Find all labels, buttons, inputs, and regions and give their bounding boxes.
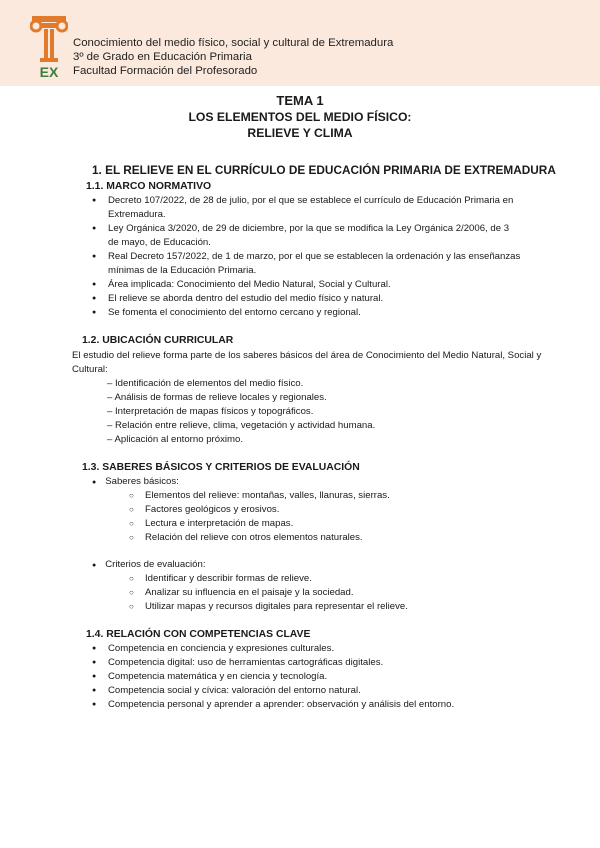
list-item: ○ Factores geológicos y erosivos. <box>129 503 390 517</box>
competencias-list <box>92 642 552 712</box>
list-item: ○ Utilizar mapas y recursos digitales para representar el relieve. <box>129 600 408 614</box>
header-faculty: Facultad Formación del Profesorado <box>73 65 258 77</box>
list-item: ● Competencia en conciencia y expresiones culturales. <box>92 642 552 656</box>
list-item: ○ Relación del relieve con otros elementos naturales. <box>129 531 390 545</box>
ubicacion-paragraph: El estudio del relieve forma parte de los saberes básicos del área de Conocimiento del Medio Natural, Social y Cultural: <box>72 350 542 375</box>
section-1-4-heading: 1.4. RELACIÓN CON COMPETENCIAS CLAVE <box>86 629 311 640</box>
list-item: ○ Elementos del relieve: montañas, valles, llanuras, sierras. <box>129 489 390 503</box>
list-item: ○ Identificar y describir formas de relieve. <box>129 572 408 586</box>
saberes-label: ● Saberes básicos: <box>92 475 179 490</box>
header-degree: 3º de Grado en Educación Primaria <box>73 51 252 63</box>
section-1-2-heading: 1.2. UBICACIÓN CURRICULAR <box>82 335 234 346</box>
title-line-1: TEMA 1 <box>276 93 324 108</box>
list-item: ● Competencia social y cívica: valoración del entorno natural. <box>92 684 552 698</box>
ubicacion-list <box>107 377 375 447</box>
saberes-list <box>129 489 390 545</box>
criterios-list <box>129 572 408 614</box>
list-item: ● Ley Orgánica 3/2020, de 29 de diciembre, por la que se modifica la Ley Orgánica 2/2006, de 3 de mayo, de Educación. <box>92 222 522 250</box>
list-item: ● Competencia personal y aprender a aprender: observación y análisis del entorno. <box>92 698 552 712</box>
list-item: ● Se fomenta el conocimiento del entorno cercano y regional. <box>92 306 522 320</box>
document-title <box>0 93 600 141</box>
section-1-3-heading: 1.3. SABERES BÁSICOS Y CRITERIOS DE EVALUACIÓN <box>82 462 360 473</box>
list-item: ● Competencia digital: uso de herramientas cartográficas digitales. <box>92 656 552 670</box>
criterios-label: ● Criterios de evaluación: <box>92 558 206 573</box>
marco-normativo-list <box>92 194 522 320</box>
section-1-1-heading: 1.1. MARCO NORMATIVO <box>86 181 212 192</box>
list-item: ● Área implicada: Conocimiento del Medio Natural, Social y Cultural. <box>92 278 522 292</box>
list-item: ○ Lectura e interpretación de mapas. <box>129 517 390 531</box>
section-1-heading: 1. EL RELIEVE EN EL CURRÍCULO DE EDUCACIÓN PRIMARIA DE EXTREMADURA <box>92 163 556 177</box>
list-item: ● El relieve se aborda dentro del estudio del medio físico y natural. <box>92 292 522 306</box>
list-item: ● Decreto 107/2022, de 28 de julio, por el que se establece el currículo de Educación Primaria en Extremadura. <box>92 194 522 222</box>
list-item: – Análisis de formas de relieve locales y regionales. <box>107 392 327 403</box>
list-item: – Aplicación al entorno próximo. <box>107 434 243 445</box>
university-logo-icon <box>30 14 68 80</box>
list-item: ● Real Decreto 157/2022, de 1 de marzo, por el que se establecen la ordenación y las enseñanzas mínimas de la Educación Primaria. <box>92 250 522 278</box>
list-item: – Relación entre relieve, clima, vegetación y actividad humana. <box>107 420 376 431</box>
title-line-2: LOS ELEMENTOS DEL MEDIO FÍSICO: <box>188 110 412 124</box>
list-item: ● Competencia matemática y en ciencia y tecnología. <box>92 670 552 684</box>
header-course-name: Conocimiento del medio físico, social y cultural de Extremadura <box>73 37 394 49</box>
page-header <box>0 0 600 86</box>
title-line-3: RELIEVE Y CLIMA <box>247 126 353 140</box>
list-item: ○ Analizar su influencia en el paisaje y la sociedad. <box>129 586 408 600</box>
svg-text:EX: EX <box>39 64 59 80</box>
list-item: – Identificación de elementos del medio físico. <box>107 378 304 389</box>
list-item: – Interpretación de mapas físicos y topográficos. <box>107 406 314 417</box>
